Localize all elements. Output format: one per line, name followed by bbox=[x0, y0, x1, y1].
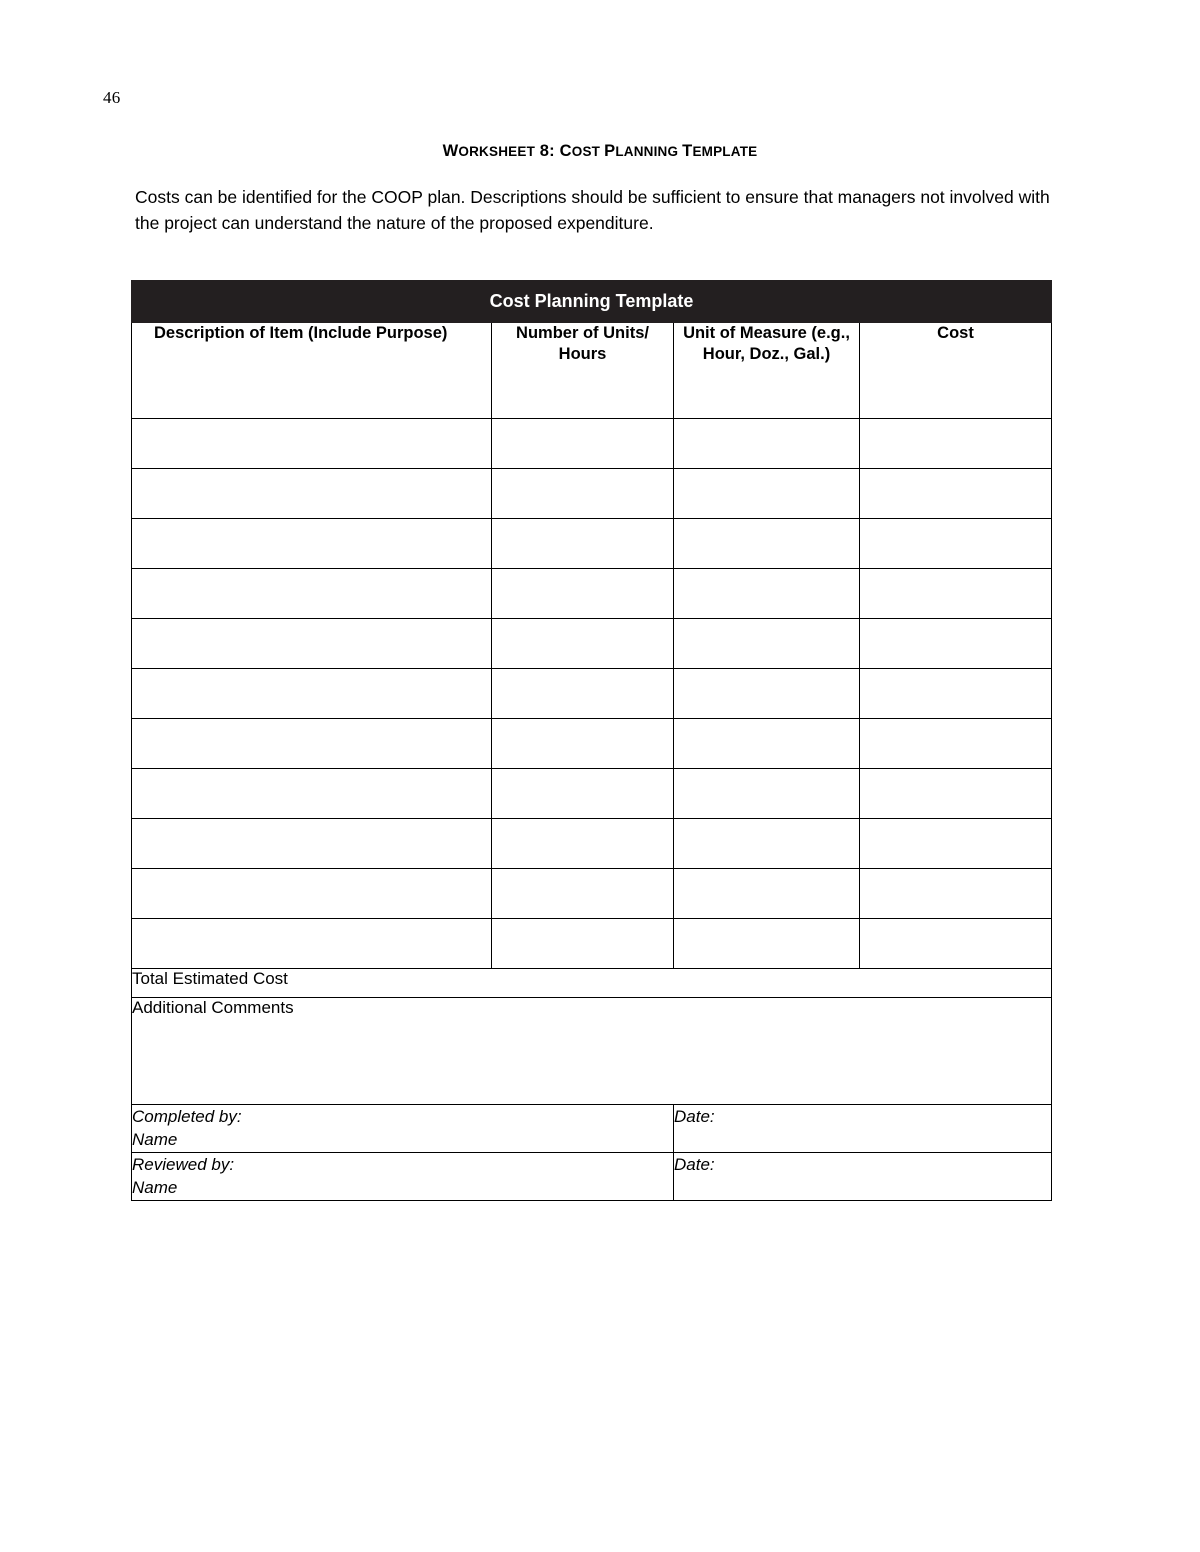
completed-by-row[interactable] bbox=[132, 1105, 1052, 1153]
cell-description[interactable] bbox=[132, 569, 492, 619]
table-row[interactable] bbox=[132, 819, 1052, 869]
table-header-row bbox=[132, 323, 1052, 419]
worksheet-title-orksheet: ORKSHEET bbox=[458, 144, 536, 159]
worksheet-title-lanning: LANNING bbox=[615, 144, 683, 159]
cell-unit-of-measure[interactable] bbox=[674, 919, 860, 969]
cell-description[interactable] bbox=[132, 469, 492, 519]
cost-planning-table-wrapper bbox=[131, 280, 1051, 1201]
completed-date-cell[interactable] bbox=[674, 1105, 1052, 1153]
cell-unit-of-measure[interactable] bbox=[674, 569, 860, 619]
cell-cost[interactable] bbox=[860, 669, 1052, 719]
cell-description[interactable] bbox=[132, 719, 492, 769]
worksheet-title-ost: OST bbox=[571, 144, 605, 159]
cell-units[interactable] bbox=[492, 419, 674, 469]
cell-units[interactable] bbox=[492, 619, 674, 669]
cell-cost[interactable] bbox=[860, 569, 1052, 619]
completed-by-name-label: Name bbox=[132, 1130, 178, 1150]
cell-cost[interactable] bbox=[860, 419, 1052, 469]
cell-unit-of-measure[interactable] bbox=[674, 819, 860, 869]
cell-description[interactable] bbox=[132, 869, 492, 919]
table-row[interactable] bbox=[132, 719, 1052, 769]
reviewed-by-cell[interactable] bbox=[132, 1152, 674, 1200]
cell-units[interactable] bbox=[492, 469, 674, 519]
cell-unit-of-measure[interactable] bbox=[674, 619, 860, 669]
cell-description[interactable] bbox=[132, 919, 492, 969]
cell-description[interactable] bbox=[132, 619, 492, 669]
column-header-units: Number of Units/ Hours bbox=[492, 323, 674, 419]
reviewed-by-name-label: Name bbox=[132, 1178, 178, 1198]
cell-description[interactable] bbox=[132, 819, 492, 869]
cell-cost[interactable] bbox=[860, 769, 1052, 819]
column-header-cost: Cost bbox=[860, 323, 1052, 419]
cell-cost[interactable] bbox=[860, 919, 1052, 969]
reviewed-by-row[interactable] bbox=[132, 1152, 1052, 1200]
table-row[interactable] bbox=[132, 469, 1052, 519]
table-row[interactable] bbox=[132, 519, 1052, 569]
cell-unit-of-measure[interactable] bbox=[674, 419, 860, 469]
cell-cost[interactable] bbox=[860, 869, 1052, 919]
cell-description[interactable] bbox=[132, 519, 492, 569]
table-row[interactable] bbox=[132, 619, 1052, 669]
column-header-description: Description of Item (Include Purpose) bbox=[132, 323, 492, 419]
worksheet-title-c: C bbox=[559, 142, 572, 160]
intro-paragraph: Costs can be identified for the COOP plan. Descriptions should be sufficient to ensure that managers not involved with the project can understand the nature of the proposed expenditure. bbox=[135, 187, 1050, 233]
additional-comments-label[interactable]: Additional Comments bbox=[132, 998, 1052, 1105]
completed-by-label: Completed by: bbox=[132, 1107, 242, 1126]
page-number: 46 bbox=[103, 88, 121, 107]
cell-units[interactable] bbox=[492, 769, 674, 819]
table-banner-row bbox=[132, 281, 1052, 323]
total-estimated-cost-label[interactable]: Total Estimated Cost bbox=[132, 969, 1052, 998]
completed-by-cell[interactable] bbox=[132, 1105, 674, 1153]
cell-description[interactable] bbox=[132, 669, 492, 719]
cell-units[interactable] bbox=[492, 519, 674, 569]
total-estimated-cost-row[interactable] bbox=[132, 969, 1052, 998]
cell-units[interactable] bbox=[492, 669, 674, 719]
table-row[interactable] bbox=[132, 919, 1052, 969]
table-row[interactable] bbox=[132, 569, 1052, 619]
table-row[interactable] bbox=[132, 419, 1052, 469]
reviewed-date-label: Date: bbox=[674, 1154, 715, 1174]
cell-unit-of-measure[interactable] bbox=[674, 469, 860, 519]
cell-description[interactable] bbox=[132, 769, 492, 819]
worksheet-title-emplate: EMPLATE bbox=[692, 144, 758, 159]
cell-unit-of-measure[interactable] bbox=[674, 669, 860, 719]
cost-planning-table bbox=[131, 280, 1052, 1201]
cell-unit-of-measure[interactable] bbox=[674, 719, 860, 769]
table-row[interactable] bbox=[132, 669, 1052, 719]
worksheet-title bbox=[0, 142, 1200, 161]
cell-units[interactable] bbox=[492, 919, 674, 969]
worksheet-title-number: 8: bbox=[535, 142, 560, 160]
cell-units[interactable] bbox=[492, 869, 674, 919]
cell-cost[interactable] bbox=[860, 619, 1052, 669]
column-header-unit-of-measure: Unit of Measure (e.g., Hour, Doz., Gal.) bbox=[674, 323, 860, 419]
cell-cost[interactable] bbox=[860, 819, 1052, 869]
reviewed-by-label: Reviewed by: bbox=[132, 1154, 235, 1174]
additional-comments-row[interactable] bbox=[132, 998, 1052, 1105]
cell-unit-of-measure[interactable] bbox=[674, 519, 860, 569]
reviewed-date-cell[interactable] bbox=[674, 1152, 1052, 1200]
cell-description[interactable] bbox=[132, 419, 492, 469]
cell-cost[interactable] bbox=[860, 469, 1052, 519]
cell-units[interactable] bbox=[492, 819, 674, 869]
cell-cost[interactable] bbox=[860, 719, 1052, 769]
worksheet-title-t: T bbox=[682, 142, 693, 160]
table-row[interactable] bbox=[132, 769, 1052, 819]
cell-unit-of-measure[interactable] bbox=[674, 769, 860, 819]
cell-units[interactable] bbox=[492, 569, 674, 619]
table-row[interactable] bbox=[132, 869, 1052, 919]
cell-units[interactable] bbox=[492, 719, 674, 769]
worksheet-title-text: W bbox=[442, 142, 459, 160]
table-banner: Cost Planning Template bbox=[132, 281, 1052, 323]
worksheet-title-p: P bbox=[604, 142, 616, 160]
completed-date-label: Date: bbox=[674, 1107, 715, 1126]
cell-unit-of-measure[interactable] bbox=[674, 869, 860, 919]
cell-cost[interactable] bbox=[860, 519, 1052, 569]
